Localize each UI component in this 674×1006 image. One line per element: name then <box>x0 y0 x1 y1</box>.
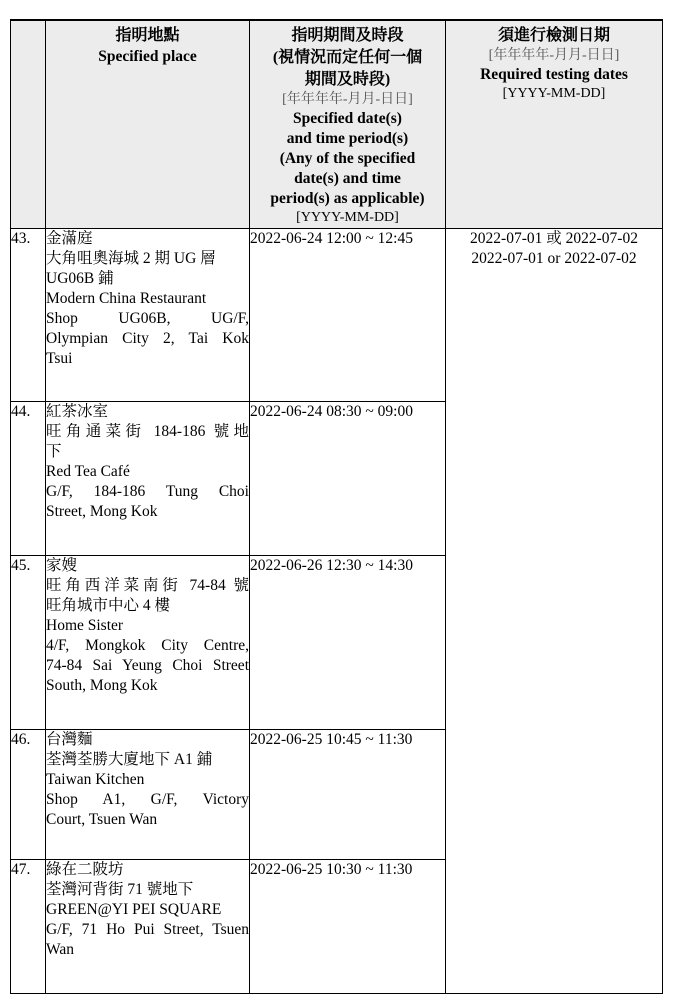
place-cell <box>46 228 250 401</box>
row-number: 44. <box>11 401 46 555</box>
time-period-cell: 2022-06-25 10:30 ~ 11:30 <box>250 859 446 993</box>
place-address-zh: 荃灣河背街 71 號地下 <box>46 880 194 898</box>
header-period-en-5: period(s) as applicable) <box>270 190 425 207</box>
time-period-cell: 2022-06-26 12:30 ~ 14:30 <box>250 555 446 729</box>
table-row <box>11 228 663 401</box>
header-period-zh-2: (視情況而定任何一個 <box>272 49 423 66</box>
header-period-en-4: date(s) and time <box>294 170 401 187</box>
place-address-en: Shop UG06B, UG/F, <box>46 309 249 327</box>
header-period-cell <box>250 20 446 228</box>
place-address-zh: 旺角城市中心 4 樓 <box>46 596 171 614</box>
header-period-zh-3: 期間及時段) <box>304 71 391 88</box>
row-number: 47. <box>11 859 46 993</box>
testing-dates-zh: 2022-07-01 或 2022-07-02 <box>470 229 638 247</box>
testing-dates-en: 2022-07-01 or 2022-07-02 <box>471 249 637 267</box>
header-testing-zh: 須進行檢測日期 <box>497 27 610 44</box>
header-period-zh-1: 指明期間及時段 <box>291 27 404 44</box>
place-address-en: G/F, 71 Ho Pui Street, Tsuen <box>46 920 249 938</box>
place-address-en: South, Mong Kok <box>46 676 158 694</box>
place-address-en: 74-84 Sai Yeung Choi Street <box>46 656 249 674</box>
header-place-cell <box>46 20 250 228</box>
row-number: 43. <box>11 228 46 401</box>
time-period-cell: 2022-06-24 12:00 ~ 12:45 <box>250 228 446 401</box>
place-address-en: 4/F, Mongkok City Centre, <box>46 636 249 654</box>
place-name-en: Taiwan Kitchen <box>46 770 145 788</box>
time-period-cell: 2022-06-24 08:30 ~ 09:00 <box>250 401 446 555</box>
testing-dates-cell <box>446 228 663 993</box>
place-cell <box>46 859 250 993</box>
header-period-en-1: Specified date(s) <box>293 110 402 127</box>
header-testing-cell <box>446 20 663 228</box>
place-address-en: Wan <box>46 940 75 958</box>
place-name-en: GREEN@YI PEI SQUARE <box>46 900 222 918</box>
place-address-en: G/F, 184-186 Tung Choi <box>46 482 249 500</box>
place-name-zh: 綠在二陂坊 <box>46 860 124 878</box>
place-address-en: Shop A1, G/F, Victory <box>46 790 249 808</box>
place-address-zh: 旺角西洋菜南街 74-84 號 <box>46 576 249 594</box>
place-address-en: Olympian City 2, Tai Kok <box>46 329 249 347</box>
header-period-format-zh: [年年年年-月月-日日] <box>282 92 413 107</box>
specified-places-table <box>10 19 663 994</box>
place-name-zh: 台灣麵 <box>46 730 93 748</box>
header-period-en-2: and time period(s) <box>286 130 409 147</box>
place-cell <box>46 555 250 729</box>
place-cell <box>46 401 250 555</box>
place-address-en: Tsui <box>46 349 73 367</box>
place-cell <box>46 729 250 859</box>
table-header-row <box>11 20 663 228</box>
header-testing-en: Required testing dates <box>480 66 628 83</box>
place-address-zh: 下 <box>46 442 62 460</box>
place-name-en: Red Tea Café <box>46 462 130 480</box>
place-address-zh: 大角咀奧海城 2 期 UG 層 <box>46 249 216 267</box>
row-number: 45. <box>11 555 46 729</box>
place-name-zh: 家嫂 <box>46 556 78 574</box>
place-name-en: Modern China Restaurant <box>46 289 207 307</box>
place-name-zh: 金滿庭 <box>46 229 93 247</box>
place-name-zh: 紅茶冰室 <box>46 402 109 420</box>
place-address-en: Court, Tsuen Wan <box>46 810 158 828</box>
header-period-format-en: [YYYY-MM-DD] <box>296 210 399 225</box>
header-place-en: Specified place <box>98 48 197 65</box>
place-address-zh: 旺角通菜街 184-186 號地 <box>46 422 249 440</box>
place-address-zh: UG06B 鋪 <box>46 269 114 287</box>
time-period-cell: 2022-06-25 10:45 ~ 11:30 <box>250 729 446 859</box>
header-place-zh: 指明地點 <box>115 27 180 44</box>
row-number: 46. <box>11 729 46 859</box>
place-address-en: Street, Mong Kok <box>46 502 158 520</box>
header-period-en-3: (Any of the specified <box>279 150 416 167</box>
place-address-zh: 荃灣荃勝大廈地下 A1 鋪 <box>46 750 213 768</box>
place-name-en: Home Sister <box>46 616 124 634</box>
header-number-cell <box>11 20 46 228</box>
header-testing-format-en: [YYYY-MM-DD] <box>502 86 606 101</box>
header-testing-format-zh: [年年年年-月月-日日] <box>488 48 620 63</box>
